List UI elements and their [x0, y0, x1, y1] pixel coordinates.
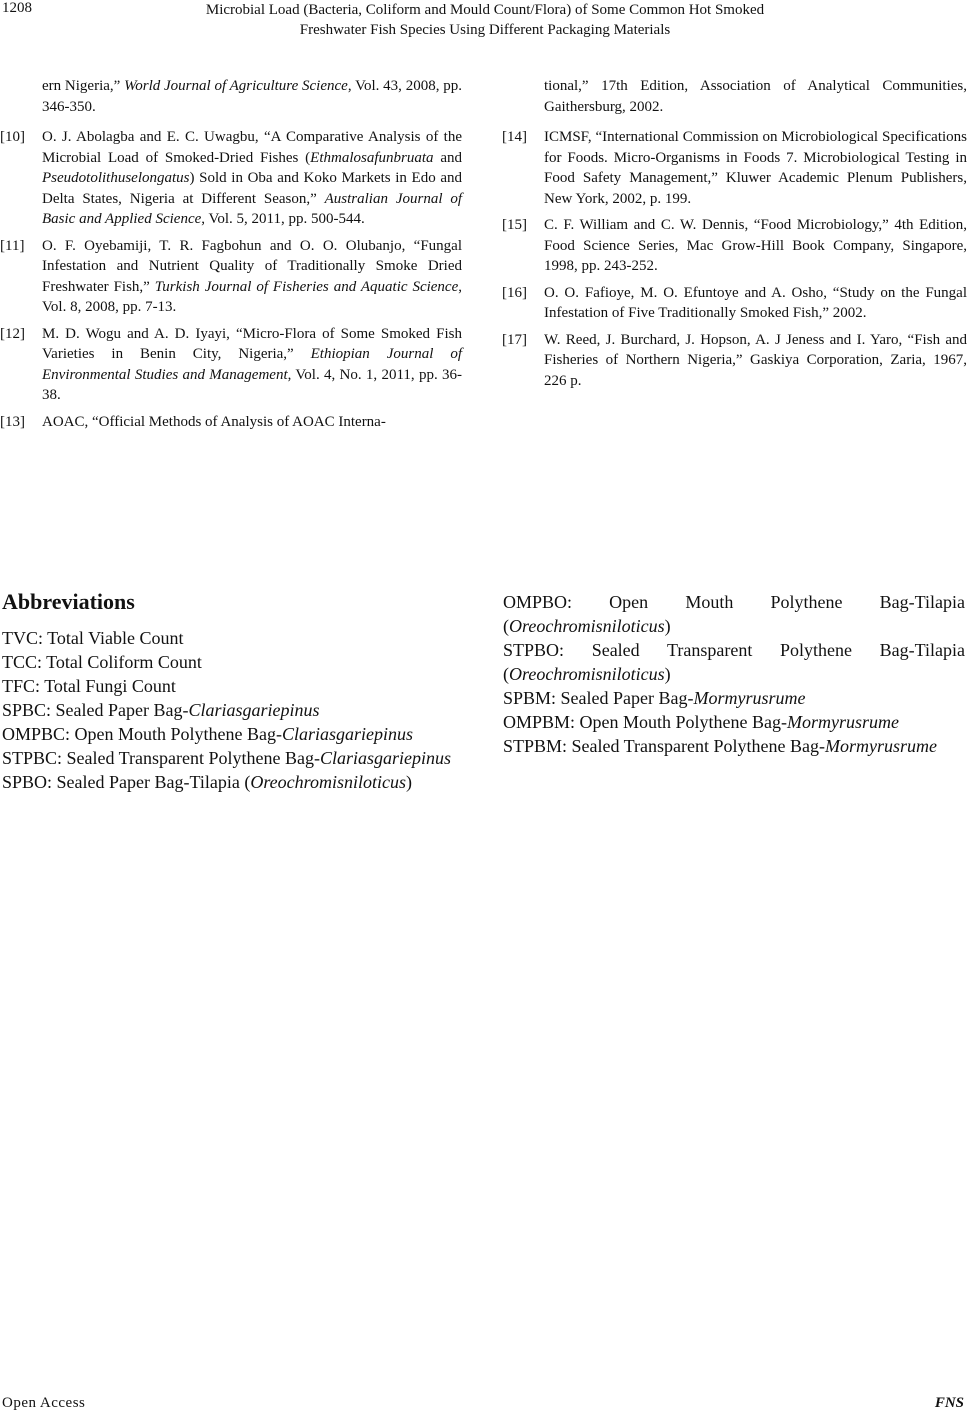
reference-text: O. J. Abolagba and E. C. Uwagbu, “A Comparative Analysis of the Microbial Load of Smoked-Dried Fishes (: [42, 129, 462, 166]
reference-number: [11]: [0, 237, 25, 254]
abbreviation-text: SPBM: Sealed Paper Bag-: [503, 688, 694, 708]
abbreviation-text: OMPBC: Open Mouth Polythene Bag-: [2, 724, 283, 744]
running-header: [140, 0, 830, 40]
reference-entry: [502, 215, 967, 277]
reference-entry: [0, 127, 462, 230]
abbreviation-italic-text: Mormyrusrume: [825, 736, 937, 756]
references-right-column: [502, 76, 967, 397]
reference-text: W. Reed, J. Burchard, J. Hopson, A. J Jeness and I. Yaro, “Fish and Fisheries of Northern Nigeria,” Gaskiya Corporation, Zaria, 1967, 226 p.: [544, 331, 967, 389]
abbreviation-item: [2, 674, 462, 698]
abbreviation-text: STPBM: Sealed Transparent Polythene Bag-: [503, 736, 825, 756]
abbreviation-italic-text: Clariasgariepinus: [320, 748, 452, 768]
reference-entry: [502, 330, 967, 392]
abbreviation-italic-text: Mormyrusrume: [693, 688, 806, 708]
reference-number: [16]: [502, 284, 527, 301]
abbreviation-text: TVC: Total Viable Count: [2, 628, 184, 648]
reference-entry: [0, 324, 462, 406]
abbreviation-item: [503, 734, 965, 758]
reference-text: ) Sold in Oba and Koko Markets in Edo and Delta States, Nigeria at Different Season,”: [42, 170, 462, 207]
reference-italic-text: Turkish Journal of Fisheries and Aquatic Science: [154, 278, 459, 295]
reference-italic-text: Australian Journal of Basic and Applied Science: [42, 190, 463, 227]
abbreviations-title: Abbreviations: [2, 589, 135, 614]
reference-entry: [502, 127, 967, 209]
reference-text: C. F. William and C. W. Dennis, “Food Microbiology,” 4th Edition, Food Science Series, Mac Grow-Hill Book Company, Singapore, 1998, pp. 243-252.: [544, 217, 967, 274]
running-header-line2: Freshwater Fish Species Using Different Packaging Materials: [299, 22, 671, 38]
abbreviation-text: ): [664, 616, 671, 636]
abbreviation-italic-text: Mormyrusrume: [787, 712, 900, 732]
abbreviation-item: [503, 638, 965, 686]
reference-number: [12]: [0, 325, 25, 342]
reference-text: ICMSF, “International Commission on Microbiological Specifications for Foods. Micro-Organisms in Foods 7. Microbiological Testing in Food Safety Management,” Kluwer Academic Plenum Publishers, New York, 2002, p. 199.: [544, 129, 967, 207]
footer-journal-abbrev: FNS: [934, 1395, 964, 1411]
footer-open-access: Open Access: [2, 1395, 86, 1411]
abbreviation-text: SPBC: Sealed Paper Bag-: [2, 700, 189, 720]
abbreviations-right-column: [503, 590, 965, 758]
abbreviation-item: [2, 626, 462, 650]
abbreviation-item: [503, 590, 965, 638]
reference-italic-text: Ethiopian Journal of Environmental Studies and Management: [42, 346, 462, 383]
reference-text: M. D. Wogu and A. D. Iyayi, “Micro-Flora of Some Smoked Fish Varieties in Benin City, Nigeria,”: [42, 325, 462, 362]
reference-text: , Vol. 5, 2011, pp. 500-544.: [201, 211, 365, 227]
reference-text: tional,” 17th Edition, Association of Analytical Communities, Gaithersburg, 2002.: [544, 78, 967, 115]
reference-entry: [0, 76, 462, 117]
reference-entry: [502, 76, 967, 117]
abbreviation-text: TCC: Total Coliform Count: [2, 652, 202, 672]
abbreviation-italic-text: Oreochromisniloticus: [509, 664, 665, 684]
abbreviation-text: STPBC: Sealed Transparent Polythene Bag-: [2, 748, 320, 768]
abbreviation-italic-text: Clariasgariepinus: [188, 700, 320, 720]
reference-number: [13]: [0, 413, 25, 430]
abbreviation-text: SPBO: Sealed Paper Bag-Tilapia (: [2, 772, 251, 792]
abbreviation-text: ): [405, 772, 412, 792]
reference-text: ern Nigeria,”: [42, 78, 125, 94]
reference-italic-text: Pseudotolithuselongatus: [42, 170, 190, 186]
abbreviation-italic-text: Oreochromisniloticus: [250, 772, 406, 792]
reference-entry: [502, 283, 967, 324]
reference-number: [14]: [502, 129, 527, 145]
abbreviation-item: [2, 770, 462, 794]
running-header-line1: Microbial Load (Bacteria, Coliform and Mould Count/Flora) of Some Common Hot Smoked: [205, 2, 765, 18]
page-number: 1208: [2, 0, 32, 16]
abbreviation-item: [503, 686, 965, 710]
reference-text: AOAC, “Official Methods of Analysis of AOAC Interna-: [42, 413, 386, 430]
abbreviation-text: STPBO: Sealed Transparent Polythene Bag-Tilapia (: [503, 640, 965, 684]
reference-text: , Vol. 43, 2008, pp. 346-350.: [42, 78, 462, 115]
reference-number: [17]: [502, 331, 527, 348]
reference-number: [15]: [502, 217, 527, 233]
reference-entry: [0, 236, 462, 318]
reference-italic-text: Ethmalosafunbruata: [310, 149, 434, 166]
abbreviation-item: [503, 710, 965, 734]
abbreviation-text: OMPBO: Open Mouth Polythene Bag-Tilapia (: [503, 592, 965, 636]
abbreviation-text: OMPBM: Open Mouth Polythene Bag-: [503, 712, 788, 732]
abbreviation-text: ): [664, 664, 671, 684]
abbreviations-left-column: [2, 588, 462, 794]
reference-text: O. O. Fafioye, M. O. Efuntoye and A. Osho, “Study on the Fungal Infestation of Five Traditionally Smoked Fish,” 2002.: [544, 284, 967, 321]
abbreviation-item: [2, 650, 462, 674]
abbreviation-item: [2, 746, 462, 770]
abbreviation-item: [2, 698, 462, 722]
abbreviation-text: TFC: Total Fungi Count: [2, 676, 176, 696]
references-left-column: [0, 76, 462, 438]
abbreviation-italic-text: Clariasgariepinus: [282, 724, 414, 744]
reference-entry: [0, 412, 462, 433]
reference-italic-text: World Journal of Agriculture Science: [124, 78, 348, 94]
abbreviation-italic-text: Oreochromisniloticus: [509, 616, 665, 636]
reference-number: [10]: [0, 129, 25, 145]
reference-text: , Vol. 4, No. 1, 2011, pp. 36-38.: [42, 366, 462, 403]
reference-text: and: [433, 149, 462, 166]
reference-text: O. F. Oyebamiji, T. R. Fagbohun and O. O. Olubanjo, “Fungal Infestation and Nutrient Quality of Traditionally Smoke Dried Freshwater Fish,”: [42, 237, 462, 295]
abbreviation-item: [2, 722, 462, 746]
reference-text: , Vol. 8, 2008, pp. 7-13.: [42, 278, 462, 315]
